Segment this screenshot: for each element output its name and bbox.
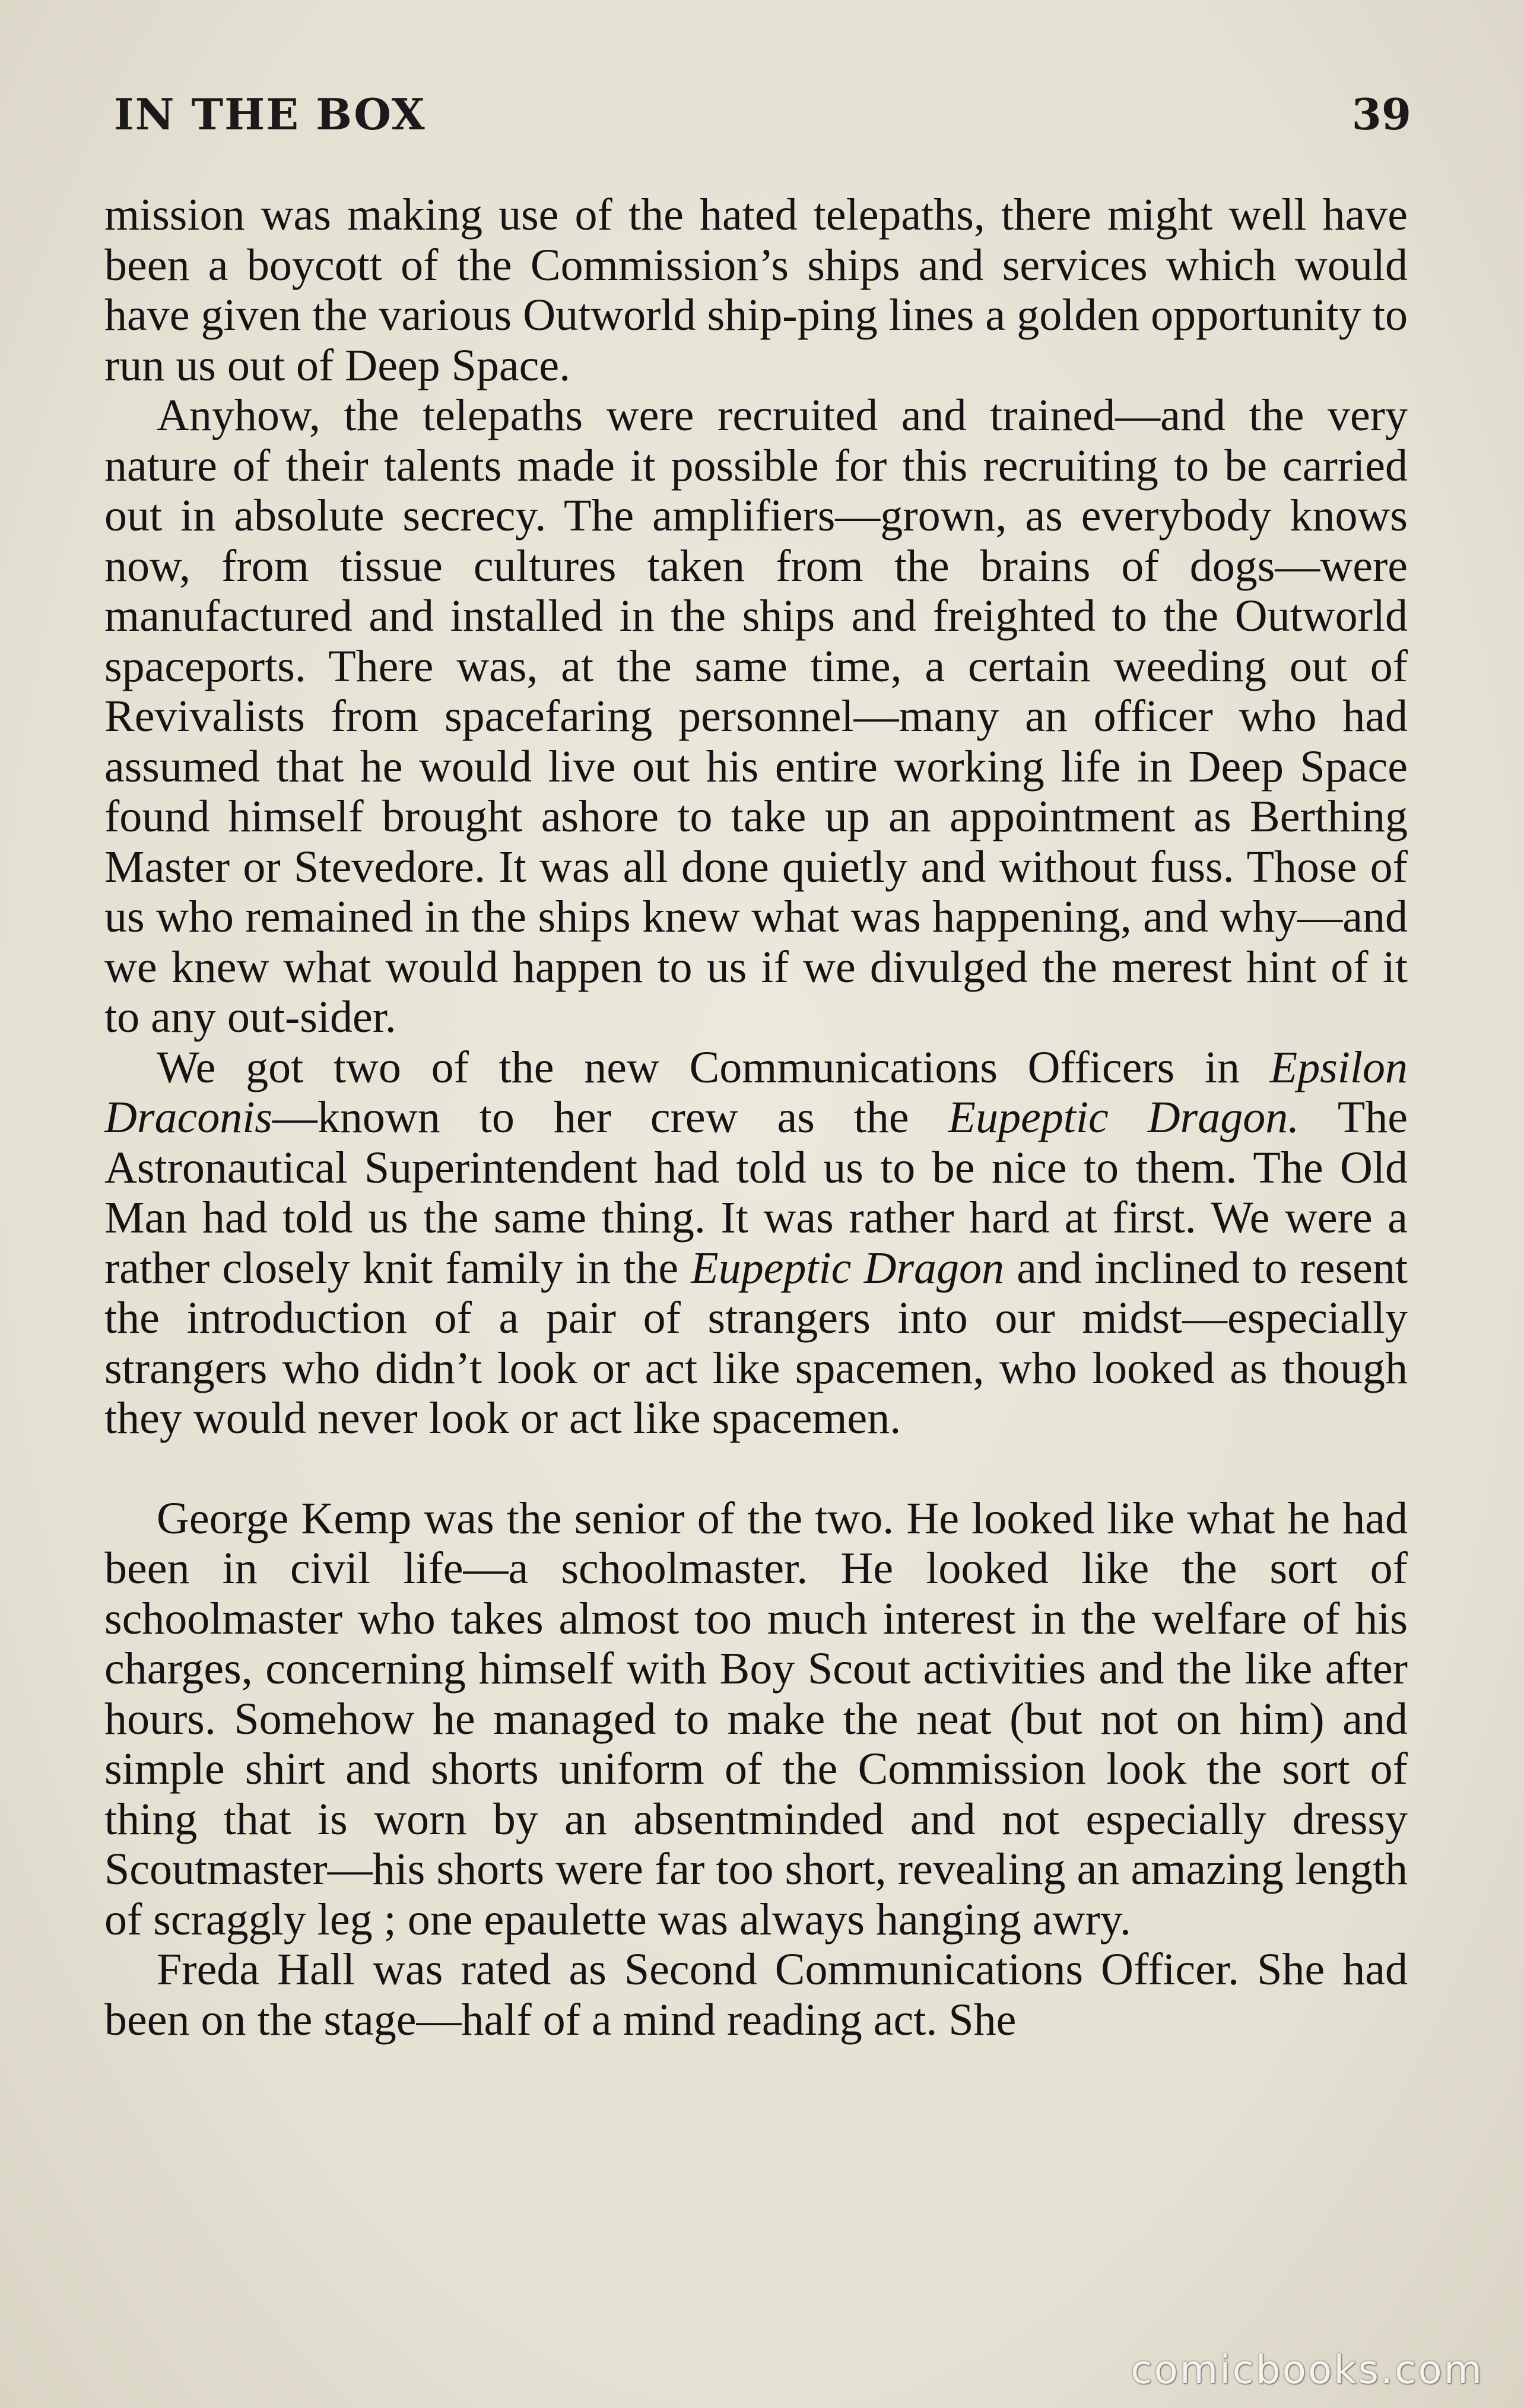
body-text — [104, 190, 1408, 2045]
text-run: and inclined to resent the introduction of a pair of strangers into our midst—especially strangers who didn’t look or act like spacemen, who looked as though they would never look or act like spacemen. — [104, 1243, 1408, 1443]
italic-ship-name: Epsilon Draconis — [104, 1042, 1408, 1142]
chapter-title: IN THE BOX — [114, 89, 426, 139]
paragraph — [104, 1494, 1408, 1945]
text-run: George Kemp was the senior of the two. He looked like what he had been in civil life—a schoolmaster. He looked like the sort of schoolmaster who takes almost too much interest in the welfare of his charges, concerning himself with Boy Scout activities and the like after hours. Somehow he managed to make the neat (but not on him) and simple shirt and shorts uniform of the Commission look the sort of thing that is worn by an absentminded and not especially dressy Scoutmaster—his shorts were far too short, revealing an amazing length of scraggly leg ; one epaulette was always hanging awry. — [104, 1493, 1408, 1945]
paragraph — [104, 1043, 1408, 1444]
text-run: Freda Hall was rated as Second Communications Officer. She had been on the stage—half of a mind reading act. She — [104, 1945, 1408, 2045]
italic-ship-name: Eupeptic Dragon — [691, 1243, 1005, 1293]
paragraph — [104, 390, 1408, 1043]
running-head — [107, 89, 1417, 148]
page-number: 39 — [1351, 89, 1411, 139]
italic-ship-name: Eupeptic Dragon. — [948, 1092, 1300, 1142]
paragraph — [104, 190, 1408, 390]
text-run: mission was making use of the hated telepaths, there might well have been a boycott of the Commission’s ships and services which would have given the various Outworld ship-ping lines a golden opportunity to run us out of Deep Space. — [104, 190, 1408, 390]
text-run: We got two of the new Communications Officers in — [157, 1042, 1270, 1092]
watermark-text: comicbooks.com — [1131, 2347, 1484, 2393]
text-run: The Astronautical Superintendent had told us to be nice to them. The Old Man had told us the same thing. It was rather hard at first. We were a rather closely knit family in the — [104, 1092, 1408, 1293]
paragraph — [104, 1945, 1408, 2045]
text-run: Anyhow, the telepaths were recruited and trained—and the very nature of their talents made it possible for this recruiting to be carried out in absolute secrecy. The amplifiers—grown, as everybody knows now, from tissue cultures taken from the brains of dogs—were manufactured and installed in the ships and freighted to the Outworld spaceports. There was, at the same time, a certain weeding out of Revivalists from spacefaring personnel—many an officer who had assumed that he would live out his entire working life in Deep Space found himself brought ashore to take up an appointment as Berthing Master or Stevedore. It was all done quietly and without fuss. Those of us who remained in the ships knew what was happening, and why—and we knew what would happen to us if we divulged the merest hint of it to any out-sider. — [104, 390, 1408, 1042]
text-run: —known to her crew as the — [272, 1092, 948, 1142]
